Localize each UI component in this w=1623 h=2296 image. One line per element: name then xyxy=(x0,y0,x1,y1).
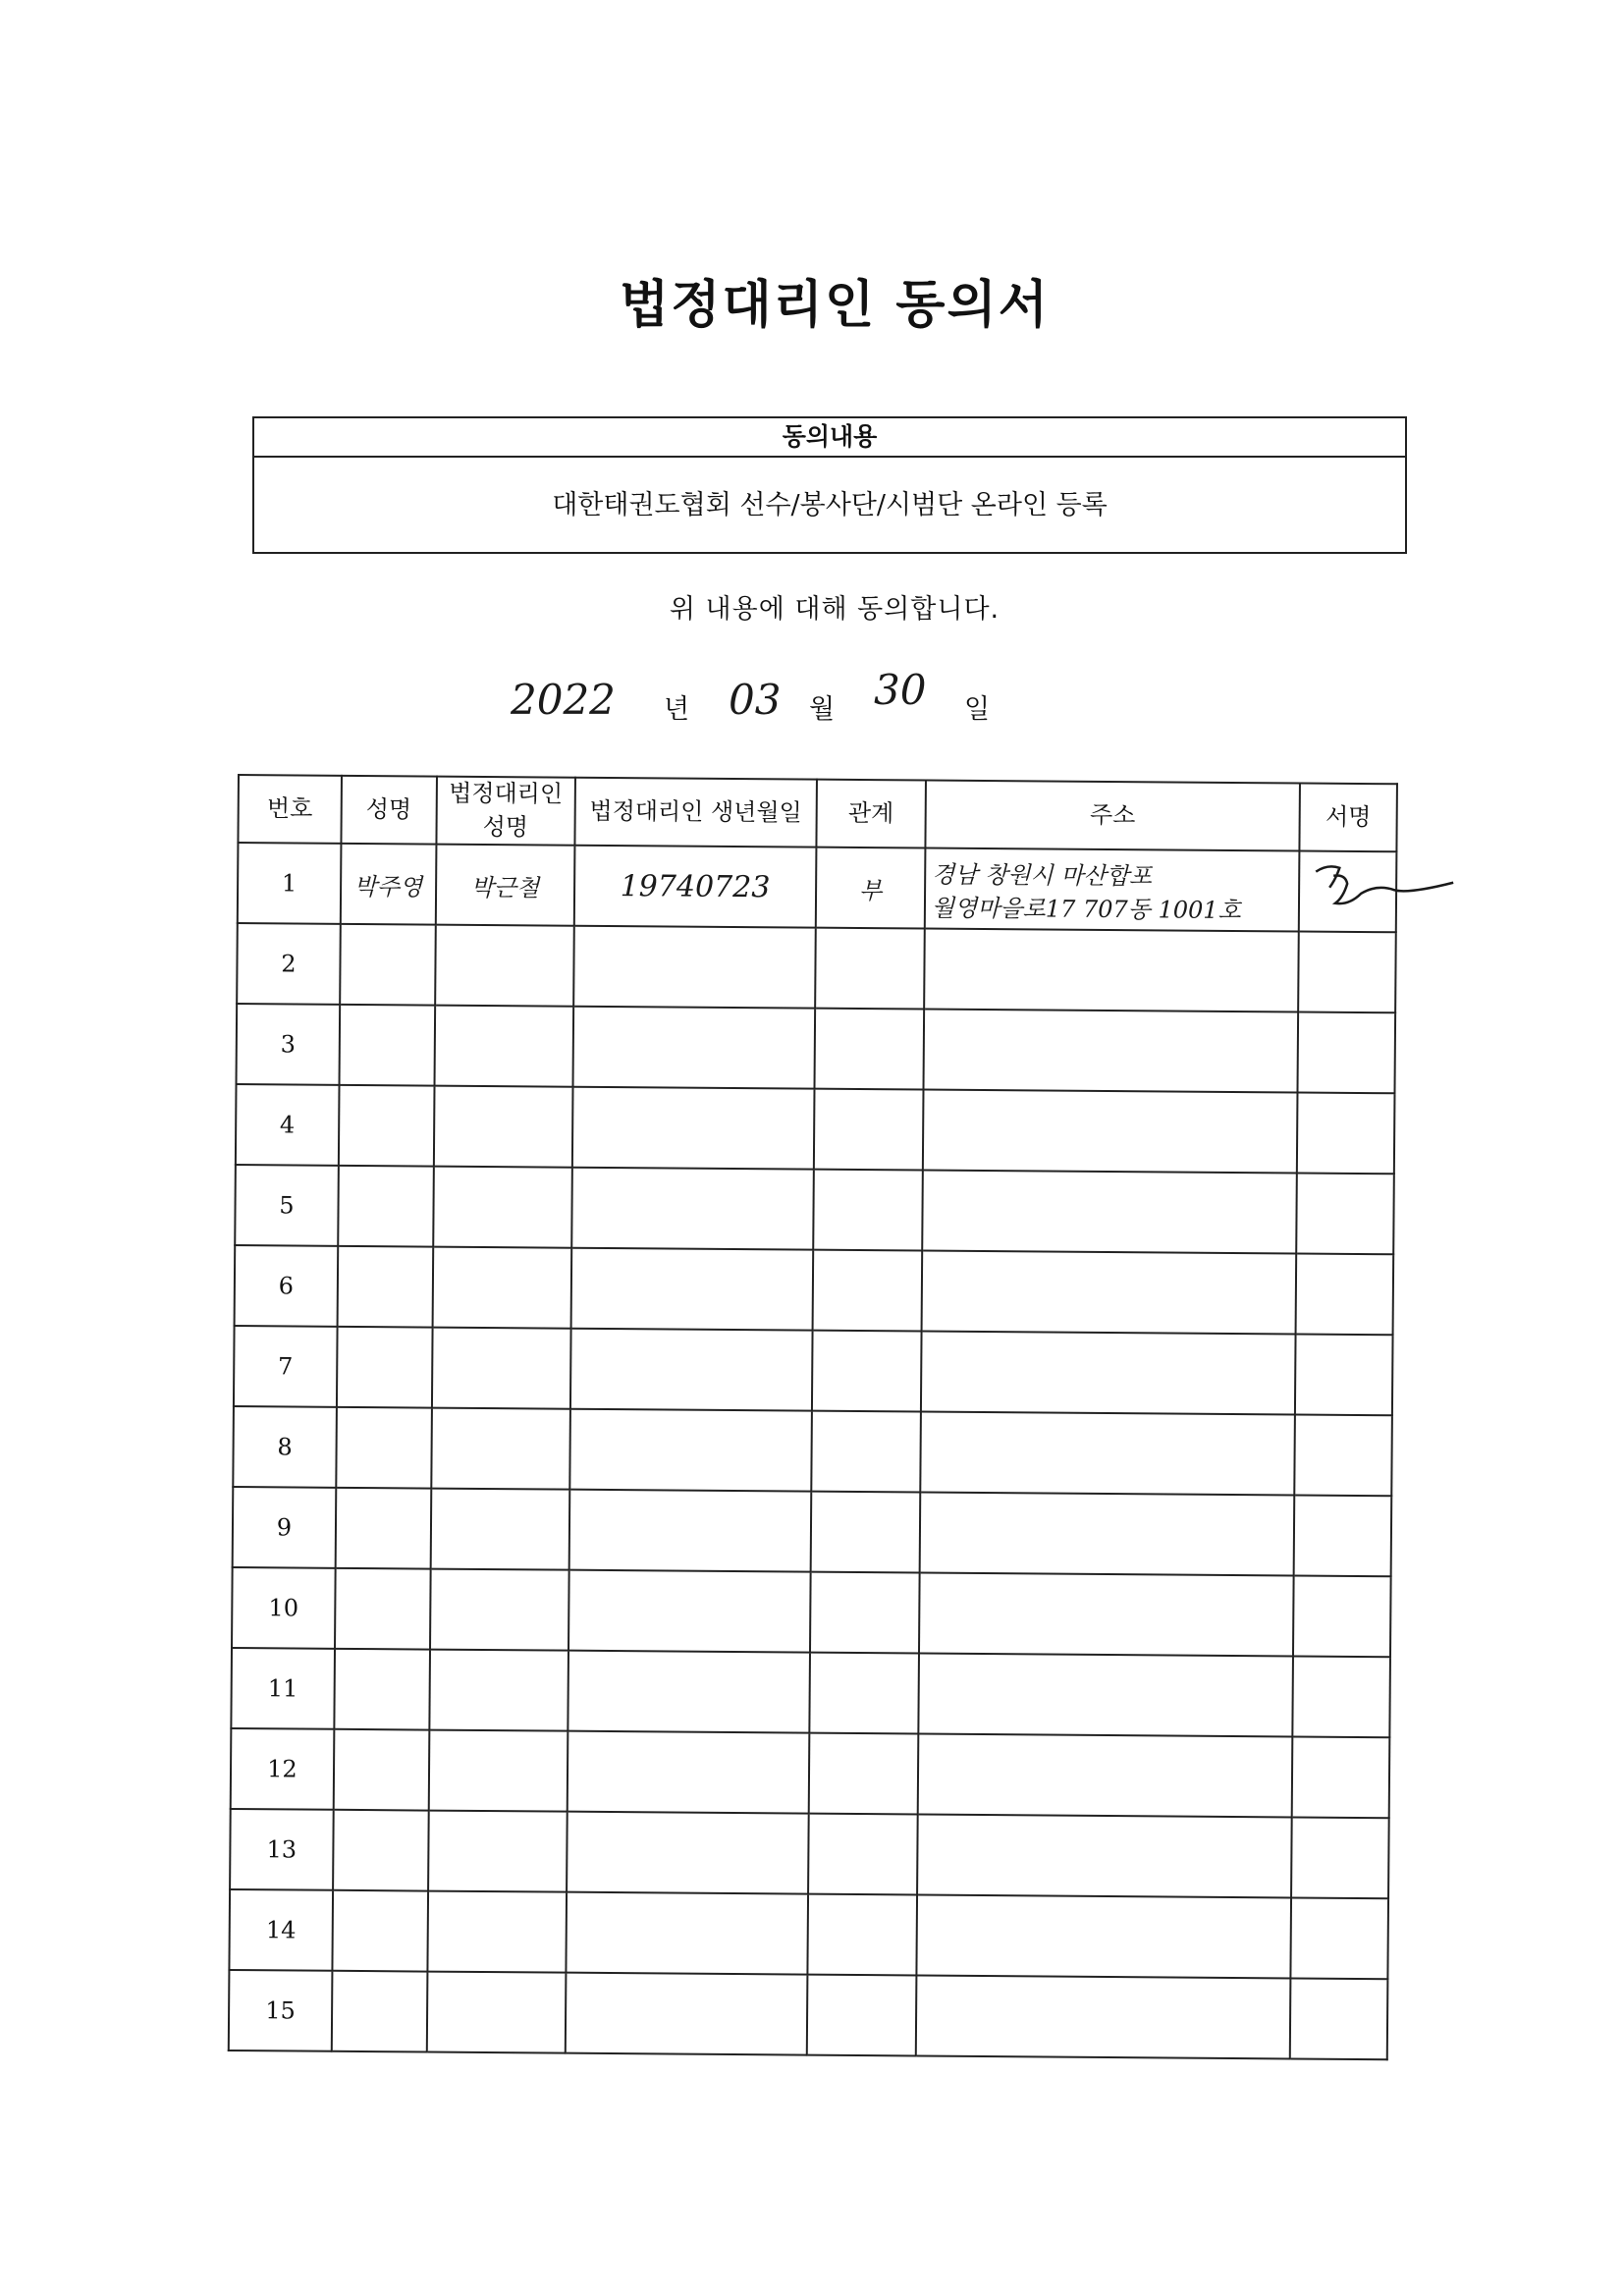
rep-birth-cell xyxy=(568,1570,811,1653)
header-rep-birth: 법정대리인 생년월일 xyxy=(574,778,817,847)
rep-name-cell xyxy=(433,1167,572,1248)
rep-name-cell: 박근철 xyxy=(435,845,574,926)
relation-cell xyxy=(813,1170,923,1251)
rep-birth-cell xyxy=(566,1973,808,2055)
student-name-cell xyxy=(339,1085,434,1167)
signature-cell xyxy=(1299,851,1397,933)
row-number: 1 xyxy=(238,843,342,924)
relation-cell xyxy=(807,1975,917,2056)
header-relation: 관계 xyxy=(816,780,925,848)
student-name-cell xyxy=(333,1810,428,1891)
table-row xyxy=(229,1889,1388,1979)
address-cell xyxy=(919,1573,1294,1657)
rep-name-cell xyxy=(429,1650,568,1731)
table-header-row xyxy=(238,775,1397,851)
relation-cell xyxy=(813,1250,923,1332)
relation-cell xyxy=(809,1653,919,1734)
rep-name-cell xyxy=(431,1408,570,1490)
row-number: 11 xyxy=(231,1648,335,1729)
student-name-cell xyxy=(339,1005,434,1086)
address-cell xyxy=(920,1493,1295,1576)
student-name-cell xyxy=(337,1327,432,1408)
table-row xyxy=(231,1728,1390,1818)
signature-cell xyxy=(1294,1496,1392,1577)
relation-cell: 부 xyxy=(816,847,926,929)
signature-cell xyxy=(1291,1898,1389,1980)
student-name-cell xyxy=(336,1488,431,1569)
rep-name-cell xyxy=(432,1328,571,1409)
consent-box-body: 대한태권도협회 선수/봉사단/시범단 온라인 등록 xyxy=(552,490,1108,520)
handwritten-signature-icon xyxy=(1306,854,1454,924)
row-number: 5 xyxy=(235,1165,339,1246)
header-rep-name: 법정대리인 성명 xyxy=(436,777,575,846)
student-name-cell xyxy=(332,1890,427,1972)
relation-cell xyxy=(810,1572,920,1654)
table-row xyxy=(238,843,1397,932)
table-row xyxy=(234,1326,1393,1415)
signature-cell xyxy=(1292,1737,1390,1819)
row-number: 6 xyxy=(235,1245,339,1327)
rep-birth-cell xyxy=(570,1248,813,1331)
table-row xyxy=(237,923,1396,1012)
student-name-cell xyxy=(334,1729,429,1811)
address-cell xyxy=(923,1010,1298,1093)
address-cell xyxy=(916,1976,1291,2059)
rep-name-cell xyxy=(435,925,574,1007)
row-number: 13 xyxy=(230,1809,334,1890)
header-name: 성명 xyxy=(341,776,436,845)
rep-name-cell xyxy=(432,1247,571,1329)
header-no: 번호 xyxy=(238,775,341,844)
student-name-cell xyxy=(335,1568,430,1650)
address-line-2: 월영마을로17 707동 1001호 xyxy=(931,894,1241,925)
student-name-cell xyxy=(334,1649,429,1730)
address-cell xyxy=(918,1734,1293,1818)
address-cell xyxy=(917,1815,1292,1898)
relation-cell xyxy=(808,1814,918,1895)
signature-cell xyxy=(1296,1174,1394,1255)
table-row xyxy=(232,1567,1391,1657)
rep-birth-cell xyxy=(570,1329,813,1411)
rep-birth-cell xyxy=(566,1892,808,1975)
rep-birth-cell xyxy=(573,926,816,1009)
date-day: 30 xyxy=(874,666,927,714)
relation-cell xyxy=(815,928,925,1010)
table-row xyxy=(237,1004,1396,1093)
row-number: 15 xyxy=(229,1970,333,2051)
address-cell xyxy=(918,1654,1293,1737)
signature-cell xyxy=(1296,1254,1394,1336)
student-name-cell xyxy=(336,1407,431,1489)
address-cell xyxy=(922,1171,1297,1254)
header-address: 주소 xyxy=(925,781,1300,851)
rep-birth-cell xyxy=(569,1490,812,1572)
date-month-unit: 월 xyxy=(809,694,836,725)
rep-birth-cell xyxy=(568,1651,810,1733)
table-row xyxy=(231,1648,1390,1737)
consent-box xyxy=(252,416,1407,554)
student-name-cell xyxy=(332,1971,427,2052)
table-row xyxy=(229,1970,1388,2059)
rep-birth-cell xyxy=(572,1007,815,1089)
relation-cell xyxy=(814,1089,924,1171)
table-row xyxy=(233,1487,1392,1576)
signature-cell xyxy=(1293,1576,1391,1658)
rep-birth-cell xyxy=(569,1409,812,1492)
address-cell xyxy=(923,1090,1298,1174)
rep-name-cell xyxy=(426,1972,566,2053)
signature-cell xyxy=(1294,1415,1392,1497)
signature-cell xyxy=(1292,1657,1390,1738)
address-cell xyxy=(921,1251,1296,1335)
relation-cell xyxy=(814,1009,924,1090)
relation-cell xyxy=(807,1894,917,1976)
row-number: 2 xyxy=(237,923,341,1005)
agreement-text: 위 내용에 대해 동의합니다. xyxy=(669,594,1001,625)
row-number: 14 xyxy=(229,1889,333,1971)
document-title: 법정대리인 동의서 xyxy=(620,276,1050,335)
signature-cell xyxy=(1295,1335,1393,1416)
student-name-cell xyxy=(340,924,435,1006)
address-cell xyxy=(920,1412,1295,1496)
rep-birth-cell xyxy=(571,1168,814,1250)
relation-cell xyxy=(811,1492,921,1573)
address-cell xyxy=(921,1332,1296,1415)
rep-name-cell xyxy=(430,1489,569,1570)
table-row xyxy=(233,1406,1392,1496)
rep-name-cell xyxy=(428,1811,568,1892)
address-line-1: 경남 창원시 마산합포 xyxy=(931,860,1153,891)
registration-table xyxy=(228,774,1398,2060)
rep-birth-cell xyxy=(572,1087,815,1170)
address-cell xyxy=(925,848,1300,932)
relation-cell xyxy=(812,1331,922,1412)
address-cell xyxy=(916,1895,1291,1979)
row-number: 3 xyxy=(237,1004,341,1085)
table-row xyxy=(235,1245,1394,1335)
date-year-unit: 년 xyxy=(664,694,690,725)
header-signature: 서명 xyxy=(1300,783,1397,851)
table-row xyxy=(235,1165,1394,1254)
consent-box-header: 동의내용 xyxy=(254,418,1405,458)
rep-birth-cell xyxy=(567,1812,809,1894)
rep-birth-cell: 19740723 xyxy=(574,846,817,928)
relation-cell xyxy=(809,1733,919,1815)
rep-name-cell xyxy=(428,1730,568,1812)
signature-cell xyxy=(1290,1979,1388,2060)
row-number: 4 xyxy=(236,1084,340,1166)
row-number: 7 xyxy=(234,1326,338,1407)
signature-cell xyxy=(1291,1818,1389,1899)
signature-cell xyxy=(1298,1012,1396,1094)
row-number: 12 xyxy=(231,1728,335,1810)
table-row xyxy=(236,1084,1395,1174)
student-name-cell xyxy=(337,1246,432,1328)
address-cell xyxy=(924,929,1299,1012)
date-line xyxy=(511,666,1060,729)
rep-name-cell xyxy=(430,1569,569,1651)
date-month: 03 xyxy=(729,676,782,724)
rep-birth-cell xyxy=(568,1731,810,1814)
rep-name-cell xyxy=(434,1006,573,1087)
signature-cell xyxy=(1298,932,1396,1013)
student-name-cell: 박주영 xyxy=(341,844,436,925)
date-year: 2022 xyxy=(511,676,616,724)
rep-name-cell xyxy=(434,1086,573,1168)
row-number: 8 xyxy=(233,1406,337,1488)
row-number: 9 xyxy=(233,1487,337,1568)
signature-cell xyxy=(1297,1093,1395,1175)
student-name-cell xyxy=(338,1166,433,1247)
date-day-unit: 일 xyxy=(964,694,991,725)
rep-name-cell xyxy=(427,1891,567,1973)
table-row xyxy=(230,1809,1389,1898)
row-number: 10 xyxy=(232,1567,336,1649)
relation-cell xyxy=(811,1411,921,1493)
